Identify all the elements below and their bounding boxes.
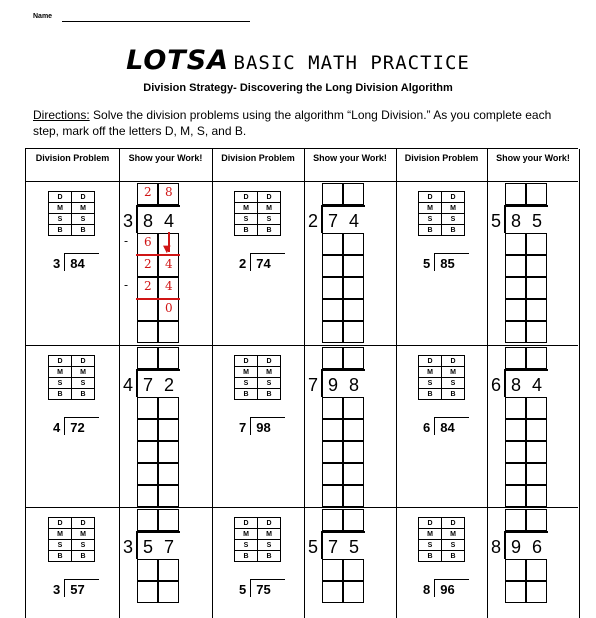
division-bracket-top (321, 205, 365, 207)
work-box (526, 441, 547, 463)
work-box (526, 255, 547, 277)
work-dividend-digit: 5 (532, 211, 543, 231)
checklist-cell[interactable]: M (258, 367, 281, 378)
checklist-cell[interactable]: D (419, 192, 442, 203)
division-problem (53, 253, 99, 271)
work-box (505, 463, 526, 485)
column-header: Show your Work! (128, 153, 203, 163)
checklist-cell[interactable]: S (49, 214, 72, 225)
quotient-box (137, 347, 158, 369)
quotient-box (343, 183, 364, 205)
work-dividend-digit: 8 (511, 375, 522, 395)
quotient-box (505, 183, 526, 205)
division-problem (423, 579, 469, 597)
checklist-cell[interactable]: B (419, 389, 442, 400)
quotient-box (322, 347, 343, 369)
checklist-cell[interactable]: D (72, 356, 95, 367)
work-divisor: 2 (308, 211, 319, 231)
work-dividend-digit: 9 (511, 537, 522, 557)
problem-grid (25, 148, 578, 618)
worksheet-logo (0, 45, 596, 76)
checklist-cell[interactable]: M (419, 367, 442, 378)
checklist-cell[interactable]: M (49, 529, 72, 540)
dividend: 75 (250, 579, 284, 597)
checklist-cell[interactable]: S (72, 540, 95, 551)
work-box (137, 463, 158, 485)
checklist-cell[interactable]: M (72, 529, 95, 540)
checklist-cell[interactable]: B (258, 551, 281, 562)
division-bracket-side (321, 369, 323, 397)
dividend: 72 (64, 417, 98, 435)
dividend: 96 (434, 579, 468, 597)
minus-sign: - (124, 278, 129, 292)
checklist-cell[interactable]: D (235, 192, 258, 203)
work-divisor: 5 (308, 537, 319, 557)
checklist-cell[interactable]: S (442, 378, 465, 389)
work-box (343, 299, 364, 321)
minus-sign: - (124, 234, 129, 248)
work-box (343, 321, 364, 343)
column-divider (212, 149, 213, 618)
work-dividend-digit: 8 (349, 375, 360, 395)
checklist-cell[interactable]: M (442, 203, 465, 214)
division-bracket-top (504, 531, 548, 533)
work-box (322, 419, 343, 441)
work-dividend-digit: 5 (349, 537, 360, 557)
division-bracket-top (504, 205, 548, 207)
checklist-cell[interactable]: D (442, 356, 465, 367)
division-bracket-top (136, 531, 180, 533)
dividend: 74 (250, 253, 284, 271)
work-box (137, 419, 158, 441)
dmsb-checklist (48, 191, 95, 236)
dmsb-checklist (418, 517, 465, 562)
division-bracket-side (504, 531, 506, 559)
work-divisor: 6 (491, 375, 502, 395)
checklist-cell[interactable]: S (419, 378, 442, 389)
work-box (505, 441, 526, 463)
directions (33, 107, 573, 139)
quotient-box (322, 509, 343, 531)
checklist-cell[interactable]: M (419, 203, 442, 214)
divisor: 8 (423, 582, 431, 597)
work-dividend-digit: 4 (349, 211, 360, 231)
work-dividend-digit: 8 (143, 211, 154, 231)
checklist-cell[interactable]: D (49, 356, 72, 367)
quotient-box (526, 347, 547, 369)
division-bracket-top (321, 531, 365, 533)
dmsb-checklist (234, 191, 281, 236)
divisor: 6 (423, 420, 431, 435)
arrow-head: ▼ (163, 244, 171, 255)
checklist-cell[interactable]: S (235, 214, 258, 225)
checklist-cell[interactable]: M (258, 529, 281, 540)
checklist-cell[interactable]: S (258, 540, 281, 551)
directions-text: Solve the division problems using the algorithm “Long Division.” As you complete each step, mark off the letters D, M, S, and B. (33, 108, 552, 138)
division-bracket-top (136, 369, 180, 371)
final-remainder: 0 (165, 301, 173, 315)
column-header: Show your Work! (496, 153, 570, 163)
checklist-cell[interactable]: D (258, 518, 281, 529)
work-divisor: 4 (123, 375, 134, 395)
work-box (505, 485, 526, 507)
work-box (526, 233, 547, 255)
divisor: 2 (239, 256, 247, 271)
division-problem (239, 579, 285, 597)
work-box (526, 559, 547, 581)
step-remainder-digit: 2 (144, 257, 152, 271)
work-box (158, 321, 179, 343)
checklist-cell[interactable]: D (419, 518, 442, 529)
checklist-cell[interactable]: B (49, 225, 72, 236)
checklist-cell[interactable]: B (442, 551, 465, 562)
checklist-cell[interactable]: M (235, 203, 258, 214)
checklist-cell[interactable]: M (72, 367, 95, 378)
work-box (322, 321, 343, 343)
work-box (526, 485, 547, 507)
quotient-box (526, 183, 547, 205)
division-problem (53, 579, 99, 597)
quotient-digit: 2 (144, 185, 152, 199)
work-dividend-digit: 2 (164, 375, 175, 395)
division-bracket-top (321, 369, 365, 371)
checklist-cell[interactable]: S (72, 378, 95, 389)
work-box (343, 277, 364, 299)
work-dividend-digit: 5 (143, 537, 154, 557)
work-box (137, 559, 158, 581)
work-box (137, 397, 158, 419)
division-bracket-side (136, 369, 138, 397)
checklist-cell[interactable]: B (258, 225, 281, 236)
column-header: Division Problem (404, 153, 479, 163)
division-problem (423, 417, 469, 435)
work-box (526, 419, 547, 441)
checklist-cell[interactable]: M (235, 367, 258, 378)
work-box (158, 559, 179, 581)
checklist-cell[interactable]: D (442, 518, 465, 529)
column-divider (487, 149, 488, 618)
quotient-box (505, 347, 526, 369)
directions-label: Directions: (33, 108, 90, 122)
checklist-cell[interactable]: B (419, 551, 442, 562)
work-box (343, 419, 364, 441)
work-box (526, 321, 547, 343)
checklist-cell[interactable]: S (49, 540, 72, 551)
division-bracket-top (504, 369, 548, 371)
logo-title: BASIC MATH PRACTICE (233, 52, 470, 74)
subtraction-line (136, 298, 180, 300)
work-dividend-digit: 7 (143, 375, 154, 395)
checklist-cell[interactable]: S (235, 378, 258, 389)
step-product-digit: 4 (165, 279, 173, 293)
checklist-cell[interactable]: S (235, 540, 258, 551)
work-dividend-digit: 4 (164, 211, 175, 231)
divisor: 3 (53, 582, 61, 597)
checklist-cell[interactable]: S (258, 214, 281, 225)
work-box (505, 419, 526, 441)
work-dividend-digit: 8 (511, 211, 522, 231)
work-box (343, 233, 364, 255)
work-box (505, 559, 526, 581)
work-box (158, 441, 179, 463)
work-box (158, 397, 179, 419)
division-bracket-side (504, 205, 506, 233)
checklist-cell[interactable]: B (442, 389, 465, 400)
divisor: 5 (423, 256, 431, 271)
checklist-cell[interactable]: B (72, 551, 95, 562)
column-divider (119, 149, 120, 618)
checklist-cell[interactable]: S (419, 540, 442, 551)
logo-lotsa: LOTSA (126, 45, 230, 76)
quotient-box (322, 183, 343, 205)
dmsb-checklist (48, 355, 95, 400)
quotient-box (158, 509, 179, 531)
divisor: 3 (53, 256, 61, 271)
work-box (343, 485, 364, 507)
work-box (322, 255, 343, 277)
dmsb-checklist (48, 517, 95, 562)
checklist-cell[interactable]: D (235, 518, 258, 529)
work-box (322, 463, 343, 485)
checklist-cell[interactable]: M (49, 203, 72, 214)
quotient-box (343, 347, 364, 369)
checklist-cell[interactable]: B (49, 551, 72, 562)
checklist-cell[interactable]: S (49, 378, 72, 389)
quotient-digit: 8 (165, 185, 173, 199)
quotient-box (158, 347, 179, 369)
dividend: 85 (434, 253, 468, 271)
checklist-cell[interactable]: D (235, 356, 258, 367)
checklist-cell[interactable]: S (419, 214, 442, 225)
work-box (322, 233, 343, 255)
work-box (322, 485, 343, 507)
checklist-cell[interactable]: B (442, 225, 465, 236)
work-box (158, 419, 179, 441)
step-product-digit: 2 (144, 279, 152, 293)
work-box (158, 463, 179, 485)
work-box (505, 299, 526, 321)
step-product: 6 (144, 235, 152, 249)
column-header: Division Problem (221, 153, 295, 163)
work-box (505, 255, 526, 277)
work-box (505, 581, 526, 603)
checklist-cell[interactable]: S (258, 378, 281, 389)
work-divisor: 3 (123, 537, 134, 557)
subtraction-line (136, 254, 180, 256)
work-box (137, 581, 158, 603)
work-box (505, 321, 526, 343)
work-box (322, 397, 343, 419)
work-box (343, 397, 364, 419)
checklist-cell[interactable]: M (419, 529, 442, 540)
work-dividend-digit: 9 (328, 375, 339, 395)
work-box (505, 233, 526, 255)
work-box (137, 321, 158, 343)
dmsb-checklist (234, 517, 281, 562)
division-bracket-top (136, 205, 180, 207)
work-box (322, 559, 343, 581)
dividend: 57 (64, 579, 98, 597)
quotient-box (526, 509, 547, 531)
work-dividend-digit: 6 (532, 537, 543, 557)
checklist-cell[interactable]: B (235, 551, 258, 562)
column-divider (396, 149, 397, 618)
checklist-cell[interactable]: D (49, 192, 72, 203)
work-box (343, 581, 364, 603)
checklist-cell[interactable]: M (235, 529, 258, 540)
work-box (137, 485, 158, 507)
quotient-box (137, 509, 158, 531)
column-header: Show your Work! (313, 153, 387, 163)
work-box (526, 397, 547, 419)
work-box (526, 277, 547, 299)
work-box (343, 559, 364, 581)
checklist-cell[interactable]: D (419, 356, 442, 367)
checklist-cell[interactable]: D (442, 192, 465, 203)
work-box (526, 463, 547, 485)
dividend: 84 (64, 253, 98, 271)
checklist-cell[interactable]: B (72, 389, 95, 400)
division-problem (239, 417, 285, 435)
step-remainder-digit: 4 (165, 257, 173, 271)
checklist-cell[interactable]: M (49, 367, 72, 378)
work-box (322, 441, 343, 463)
checklist-cell[interactable]: M (258, 203, 281, 214)
work-divisor: 3 (123, 211, 134, 231)
dividend: 98 (250, 417, 284, 435)
work-box (322, 581, 343, 603)
work-box (343, 255, 364, 277)
checklist-cell[interactable]: S (442, 214, 465, 225)
row-divider (26, 181, 578, 182)
checklist-cell[interactable]: S (442, 540, 465, 551)
checklist-cell[interactable]: M (442, 529, 465, 540)
row-divider (26, 507, 578, 508)
column-divider (579, 149, 580, 618)
work-box (505, 397, 526, 419)
work-divisor: 5 (491, 211, 502, 231)
division-bracket-side (136, 205, 138, 233)
work-box (158, 485, 179, 507)
checklist-cell[interactable]: D (72, 192, 95, 203)
checklist-cell[interactable]: B (419, 225, 442, 236)
division-bracket-side (321, 531, 323, 559)
work-divisor: 8 (491, 537, 502, 557)
work-dividend-digit: 4 (532, 375, 543, 395)
divisor: 5 (239, 582, 247, 597)
work-divisor: 7 (308, 375, 319, 395)
checklist-cell[interactable]: M (442, 367, 465, 378)
dmsb-checklist (418, 191, 465, 236)
dividend: 84 (434, 417, 468, 435)
dmsb-checklist (418, 355, 465, 400)
quotient-box (505, 509, 526, 531)
division-problem (53, 417, 99, 435)
name-line (62, 21, 250, 22)
work-dividend-digit: 7 (328, 537, 339, 557)
work-box (343, 463, 364, 485)
name-label: Name (33, 13, 53, 20)
work-box (137, 441, 158, 463)
checklist-cell[interactable]: B (49, 389, 72, 400)
work-dividend-digit: 7 (328, 211, 339, 231)
checklist-cell[interactable]: D (49, 518, 72, 529)
checklist-cell[interactable]: B (72, 225, 95, 236)
checklist-cell[interactable]: M (72, 203, 95, 214)
checklist-cell[interactable]: S (72, 214, 95, 225)
work-box (526, 299, 547, 321)
quotient-box (343, 509, 364, 531)
checklist-cell[interactable]: D (258, 192, 281, 203)
checklist-cell[interactable]: D (258, 356, 281, 367)
work-box (505, 277, 526, 299)
work-box (322, 299, 343, 321)
checklist-cell[interactable]: B (235, 389, 258, 400)
division-bracket-side (504, 369, 506, 397)
checklist-cell[interactable]: B (235, 225, 258, 236)
divisor: 7 (239, 420, 247, 435)
checklist-cell[interactable]: B (258, 389, 281, 400)
work-dividend-digit: 7 (164, 537, 175, 557)
division-problem (423, 253, 469, 271)
work-box (158, 581, 179, 603)
row-divider (26, 345, 578, 346)
work-box (137, 299, 158, 321)
dmsb-checklist (234, 355, 281, 400)
work-box (343, 441, 364, 463)
checklist-cell[interactable]: D (72, 518, 95, 529)
divisor: 4 (53, 420, 61, 435)
division-problem (239, 253, 285, 271)
column-header: Division Problem (35, 153, 110, 163)
division-bracket-side (321, 205, 323, 233)
division-bracket-side (136, 531, 138, 559)
work-box (322, 277, 343, 299)
column-divider (304, 149, 305, 618)
page-subtitle: Division Strategy- Discovering the Long Division Algorithm (143, 82, 453, 94)
work-box (526, 581, 547, 603)
